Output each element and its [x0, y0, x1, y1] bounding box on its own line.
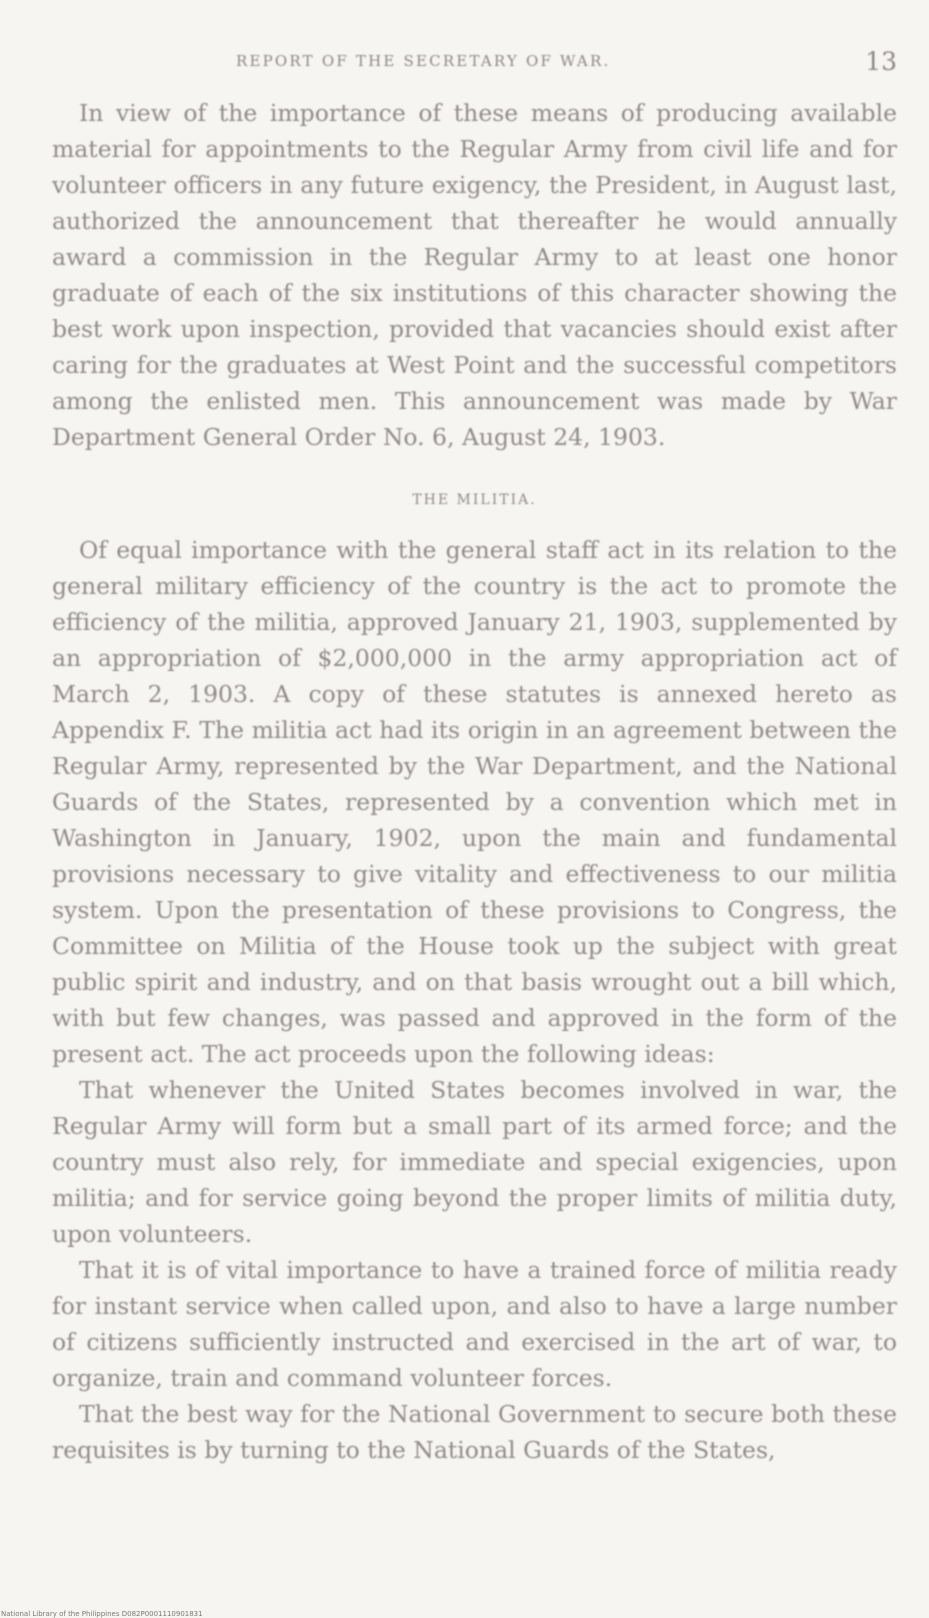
paragraph-trained-force: That it is of vital importance to have a trained force of militia ready for instant service when called upon, and also to have a large number of citizens sufficiently instructed and exercised in the art of war, to organize, train and command volunteer forces.	[52, 1256, 897, 1392]
paragraph-war-force: That whenever the United States becomes involved in war, the Regular Army will form but a small part of its armed force; and the country must also rely, for immediate and special exigencies, upon militia; and for service going beyond the proper limits of militia duty, upon volunteers.	[52, 1076, 897, 1248]
paragraph-militia-act: Of equal importance with the general staff act in its relation to the general military efficiency of the country is the act to promote the efficiency of the militia, approved January 21, 1903, supplemented by an appropriation of $2,000,000 in the army appropriation act of March 2, 1903. A copy of these statutes is annexed hereto as Appendix F. The militia act had its origin in an agreement between the Regular Army, represented by the War Department, and the National Guards of the States, represented by a convention which met in Washington in January, 1902, upon the main and fundamental provisions necessary to give vitality and effectiveness to our militia system. Upon the presentation of these provisions to Congress, the Committee on Militia of the House took up the subject with great public spirit and industry, and on that basis wrought out a bill which, with but few changes, was passed and approved in the form of the present act. The act proceeds upon the following ideas:	[52, 536, 897, 1068]
running-header	[52, 47, 897, 82]
paragraph-national-guards: That the best way for the National Government to secure both these requisites is by turning to the National Guards of the States,	[52, 1400, 897, 1464]
page-number: 13	[865, 47, 897, 76]
body-text	[52, 95, 897, 1468]
section-heading: THE MILITIA.	[412, 492, 537, 508]
header-title: REPORT OF THE SECRETARY OF WAR.	[236, 52, 611, 70]
archive-footer: National Library of the Philippines D082P0001110901831	[1, 1610, 203, 1618]
paragraph-award: In view of the importance of these means of producing available material for appointments to the Regular Army from civil life and for volunteer officers in any future exigency, the President, in August last, authorized the announcement that thereafter he would annually award a commission in the Regular Army to at least one honor graduate of each of the six institutions of this character showing the best work upon inspection, provided that vacancies should exist after caring for the graduates at West Point and the successful competitors among the enlisted men. This announcement was made by War Department General Order No. 6, August 24, 1903.	[52, 99, 897, 451]
